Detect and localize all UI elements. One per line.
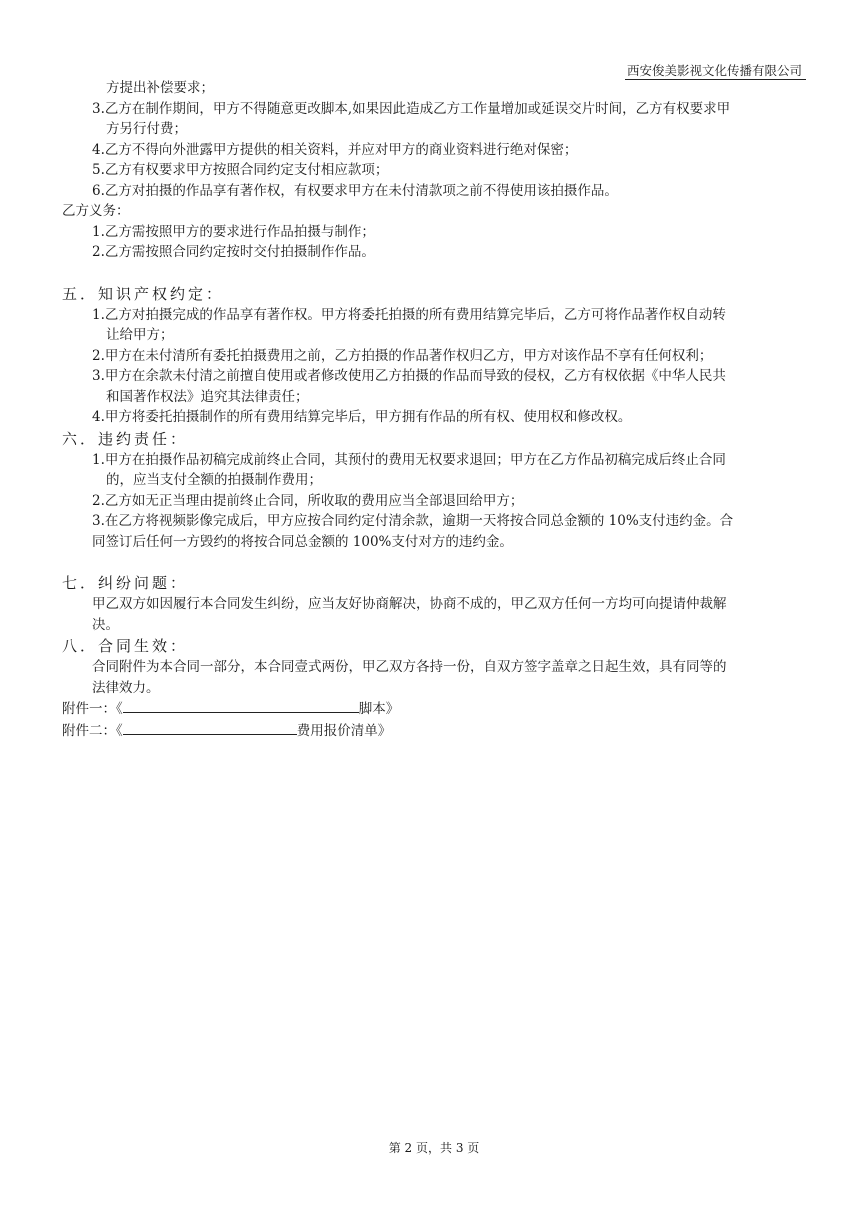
- clause-item: 3.乙方在制作期间，甲方不得随意更改脚本,如果因此造成乙方工作量增加或延误交片时间，乙方有权要求甲: [92, 100, 731, 117]
- attachment-blank: [123, 698, 359, 713]
- clause-item: 6.乙方对拍摄的作品享有著作权，有权要求甲方在未付清款项之前不得使用该拍摄作品。: [92, 182, 618, 199]
- clause-item: 2.乙方如无正当理由提前终止合同，所收取的费用应当全部退回给甲方；: [92, 492, 524, 509]
- attachment-suffix: 费用报价清单》: [296, 722, 392, 739]
- clause-item: 2.乙方需按照合同约定按时交付拍摄制作作品。: [92, 244, 375, 260]
- section-heading: 六．违约责任：: [62, 429, 189, 448]
- paragraph: 的，应当支付全额的拍摄制作费用；: [106, 472, 322, 488]
- clause-item: 3.在乙方将视频影像完成后，甲方应按合同约定付清余款，逾期一天将按合同总金额的 10%支付违约金。合: [92, 513, 734, 529]
- header-company: 西安俊美影视文化传播有限公司: [625, 63, 806, 80]
- paragraph: 方另行付费；: [106, 121, 187, 137]
- duty-title: 乙方义务：: [62, 203, 130, 219]
- clause-item: 1.乙方对拍摄完成的作品享有著作权。甲方将委托拍摄的所有费用结算完毕后，乙方可将作品著作权自动转: [92, 306, 726, 323]
- clause-item: 2.甲方在未付清所有委托拍摄费用之前，乙方拍摄的作品著作权归乙方，甲方对该作品不享有任何权利；: [92, 347, 713, 364]
- section-heading: 五．知识产权约定：: [62, 284, 225, 303]
- attachment-prefix: 附件二：《: [62, 722, 123, 739]
- paragraph: 法律效力。: [92, 679, 160, 696]
- section-heading: 八．合同生效：: [62, 637, 189, 655]
- section-heading: 七．纠纷问题：: [62, 574, 189, 592]
- paragraph: 甲乙双方如因履行本合同发生纠纷，应当友好协商解决，协商不成的，甲乙双方任何一方均可向提请仲裁解: [92, 596, 727, 612]
- paragraph: 和国著作权法》追究其法律责任；: [106, 388, 309, 405]
- attachment-suffix: 脚本》: [358, 701, 400, 717]
- page-number: 第 2 页，共 3 页: [388, 1141, 480, 1155]
- attachment-blank: [123, 720, 297, 735]
- paragraph: 决。: [92, 616, 119, 633]
- attachment-line: [62, 720, 808, 742]
- paragraph: 方提出补偿要求；: [106, 80, 214, 96]
- clause-item: 4.乙方不得向外泄露甲方提供的相关资料，并应对甲方的商业资料进行绝对保密；: [92, 141, 578, 158]
- paragraph: 合同附件为本合同一部分，本合同壹式两份，甲乙双方各持一份，自双方签字盖章之日起生效，具有同等的: [92, 659, 727, 675]
- clause-item: 5.乙方有权要求甲方按照合同约定支付相应款项；: [92, 162, 389, 178]
- clause-item: 3.甲方在余款未付清之前擅自使用或者修改使用乙方拍摄的作品而导致的侵权，乙方有权依据《中华人民共: [92, 368, 726, 384]
- attachment-prefix: 附件一：《: [62, 701, 123, 717]
- attachment-line: [62, 698, 808, 720]
- paragraph: 让给甲方；: [106, 327, 174, 343]
- document-body: [62, 78, 808, 741]
- clause-item: 1.甲方在拍摄作品初稿完成前终止合同，其预付的费用无权要求退回；甲方在乙方作品初稿完成后终止合同: [92, 451, 726, 468]
- paragraph: 同签订后任何一方毁约的将按合同总金额的 100%支付对方的违约金。: [92, 533, 513, 550]
- clause-item: 4.甲方将委托拍摄制作的所有费用结算完毕后，甲方拥有作品的所有权、使用权和修改权。: [92, 409, 632, 425]
- clause-item: 1.乙方需按照甲方的要求进行作品拍摄与制作；: [92, 223, 375, 240]
